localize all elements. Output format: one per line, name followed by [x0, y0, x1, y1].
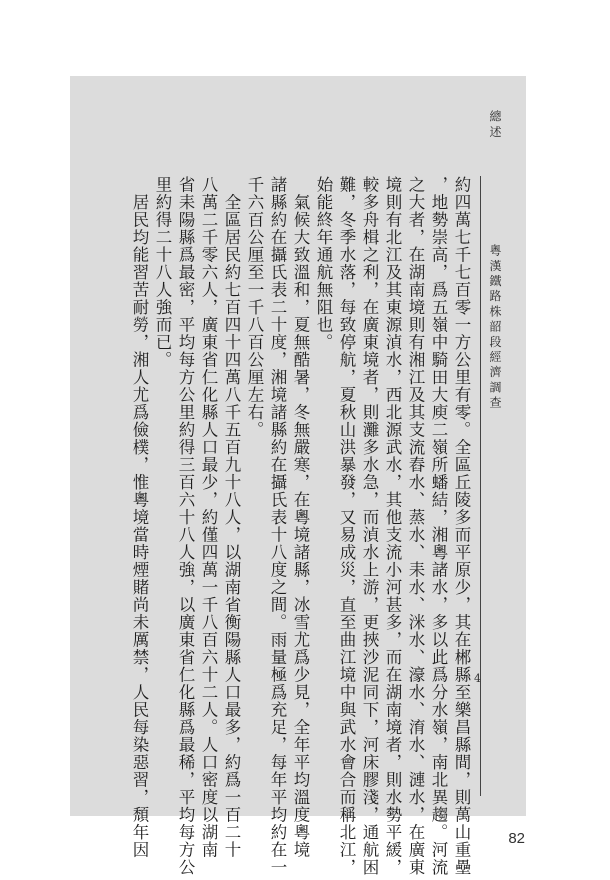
text-column: ，地勢崇高，爲五嶺中騎田大庾二嶺所蟠結，湘粵諸水，多以此爲分水嶺，南北異趨。河流	[429, 176, 448, 876]
text-column: 里約得二十八人強而已。	[153, 176, 172, 369]
text-column: 八萬二千零六人，廣東省仁化縣人口最少，約僅四萬一千八百六十二人。人口密度以湖南	[199, 176, 218, 859]
text-column: 難，冬季水落，每致停航，夏秋山洪暴發，又易成災，直至曲江境中與武水會合而稱北江，	[337, 176, 356, 876]
text-column: 諸縣約在攝氏表二十度，湘境諸縣約在攝氏表十八度之間。雨量極爲充足，每年平均約在一	[268, 176, 287, 876]
text-column: 較多舟楫之利，在廣東境者，則灘多水急，而湞水上游，更挾沙泥同下，河床膠淺，通航困	[360, 176, 379, 876]
text-column: 之大者，在湖南境則有湘江及其支流舂水、蒸水、耒水、洣水、濠水、淯水、漣水，在廣東	[406, 176, 425, 876]
running-header-title: 粵漢鐵路株韶段經濟調查	[488, 244, 502, 412]
original-page-mark: 4	[474, 672, 481, 685]
text-column: 省耒陽縣爲最密，平均每方公里約得三百六十八人強，以廣東省仁化縣爲最稀，平均每方公	[176, 176, 195, 876]
header-rule	[480, 176, 481, 796]
text-column: 千六百公厘至一千八百公厘左右。	[245, 176, 264, 439]
running-header-section: 總述	[488, 110, 502, 141]
page-number: 82	[508, 830, 525, 847]
text-column: 全區居民約七百四十四萬八千五百九十八人，以湖南省衡陽縣人口最多，約爲一百二十	[222, 176, 241, 859]
text-column: 約四萬七千七百零一方公里有零。全區丘陵多而平原少，其在郴縣至樂昌縣間，則萬山重壘	[452, 176, 471, 876]
text-column: 居民均能習苦耐勞，湘人尤爲儉樸，惟粵境當時煙賭尚未厲禁，人民每染惡習，頹年因	[130, 176, 149, 859]
text-column: 境則有北江及其東源湞水，西北源武水，其他支流小河甚多，而在湖南境者，則水勢平緩，	[383, 176, 402, 876]
text-column: 始能終年通航無阻也。	[314, 176, 333, 351]
text-column: 氣候大致溫和，夏無酷暑，冬無嚴寒，在粵境諸縣，冰雪尤爲少見，全年平均溫度粵境	[291, 176, 310, 859]
